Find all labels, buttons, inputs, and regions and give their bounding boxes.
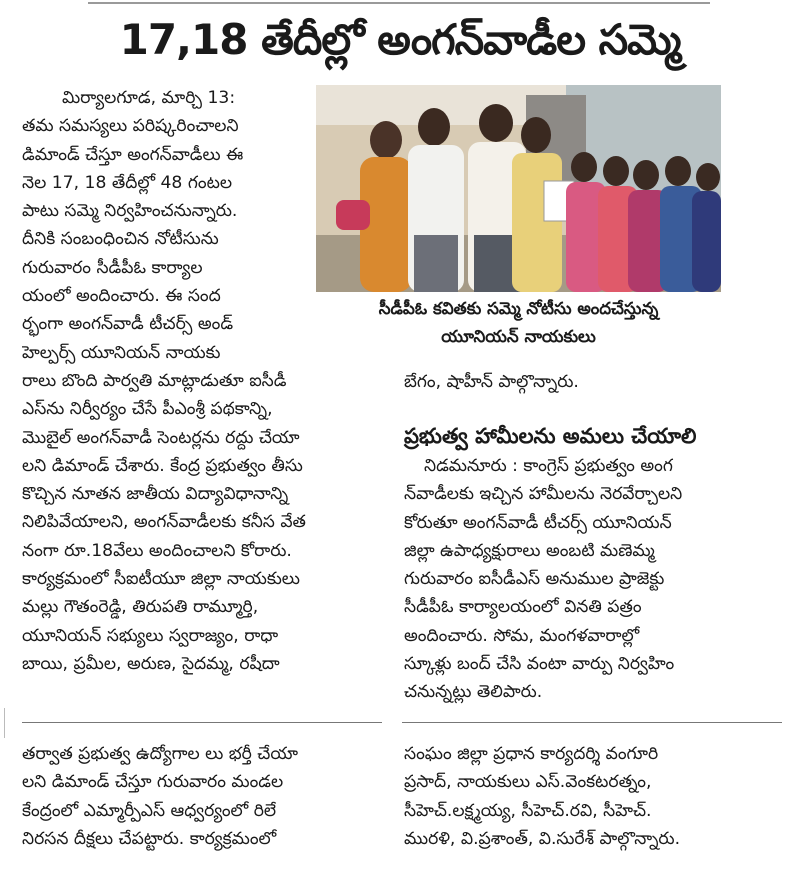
text-line: గురువారం సీడీపీఓ కార్యాల [22,257,203,278]
section-divider-left [22,722,382,723]
text-line: అందించారు. సోమ, మంగళవారాల్లో [404,625,640,646]
caption-line: యూనియన్ నాయకులు [441,326,596,346]
text-line: తర్వాత ప్రభుత్వ ఉద్యోగాల లు భర్తీ చేయా [22,744,298,764]
text-line: ర్భంగా అంగన్‌వాడీ టీచర్స్ అండ్ [22,314,234,335]
text-line: ఎస్‌ను నిర్వీర్యం చేసే పీఎంశ్రీ పథకాన్ని, [22,399,273,420]
column-divider [4,708,5,738]
news-photo-illustration [316,85,721,292]
section-divider-right [402,722,782,723]
text-line: తమ సమస్యలు పరిష్కరించాలని [22,116,239,137]
text-line: దీనికి సంబంధించిన నోటీసును [22,229,219,250]
text-line: నంగా రూ.18వేలు అందించాలని కోరారు. [22,540,292,561]
text-line: కార్యక్రమంలో సీఐటీయూ జిల్లా నాయకులు [22,569,300,590]
news-photo [316,85,721,292]
right-column-continuation [404,368,782,396]
text-line: నెల 17, 18 తేదీల్లో 48 గంటల [22,172,233,193]
right-column-story [404,452,782,707]
text-line: మిర్యాలగూడ, మార్చి 13: [62,88,236,108]
text-line: స్కూళ్లు బంద్ చేసి వంటా వార్పు నిర్వహిం [404,654,675,675]
text-line: న్‌వాడీలకు ఇచ్చిన హామీలను నెరవేర్చాలని [404,484,683,505]
text-line: మల్లు గౌతంరెడ్డి, తిరుపతి రామ్మూర్తి, [22,597,259,618]
text-line: సంఘం జిల్లా ప్రధాన కార్యదర్శి వంగూరి [404,744,659,764]
text-line: కొచ్చిన నూతన జాతీయ విద్యావిధానాన్ని [22,484,289,505]
photo-caption [316,294,721,350]
bottom-left-column [22,740,394,853]
text-line: జిల్లా ఉపాధ్యక్షురాలు అంబటి మణెమ్మ [404,540,655,561]
text-line: హెల్పర్స్ యూనియన్ నాయకు [22,342,221,363]
subheadline: ప్రభుత్వ హామీలను అమలు చేయాలి [404,424,697,448]
text-line: యంలో అందించారు. ఈ సంద [22,286,221,307]
text-line: నిలిపివేయాలని, అంగన్‌వాడీలకు కనీస వేత [22,512,306,533]
text-line: కోరుతూ అంగన్‌వాడీ టీచర్స్ యూనియన్ [404,512,672,533]
text-line: చనున్నట్లు తెలిపారు. [404,682,543,703]
text-line: లని డిమాండ్ చేస్తూ గురువారం మండల [22,772,284,793]
text-line: మొబైల్ అంగన్‌వాడీ సెంటర్లను రద్దు చేయా [22,427,300,448]
bottom-right-column [404,740,784,853]
text-line: డిమాండ్ చేస్తూ అంగన్‌వాడీలు ఈ [22,144,244,165]
text-line: నిడమనూరు : కాంగ్రెస్ ప్రభుత్వం అంగ [424,456,673,476]
text-line: బేగం, షాహీన్ పాల్గొన్నారు. [404,372,579,392]
text-line: పాటు సమ్మె నిర్వహించనున్నారు. [22,201,238,222]
text-line: రాలు బొంది పార్వతి మాట్లాడుతూ ఐసీడీ [22,370,287,391]
text-line: యూనియన్ సభ్యులు స్వరాజ్యం, రాధా [22,625,279,646]
headline: 17,18 తేదీల్లో అంగన్‌వాడీల సమ్మె [119,15,681,64]
text-line: మురళి, వి.ప్రశాంత్, వి.సురేశ్ పాల్గొన్నారు. [404,828,681,849]
text-line: ప్రసాద్, నాయకులు ఎస్.వెంకటరత్నం, [404,772,652,793]
text-line: సీహెచ్.లక్ష్మయ్య, సీహెచ్.రవి, సీహెచ్. [404,800,652,821]
top-rule [88,2,710,4]
text-line: బాయి, ప్రమీల, అరుణ, సైదమ్మ, రషీదా [22,653,280,674]
text-line: నిరసన దీక్షలు చేపట్టారు. కార్యక్రమంలో [22,828,277,849]
text-line: కేంద్రంలో ఎమ్మార్పీఎస్ ఆధ్వర్యంలో రిలే [22,800,277,821]
text-line: సీడీపీఓ కార్యాలయంలో వినతి పత్రం [404,597,642,618]
text-line: గురువారం ఐసీడీఎస్ అనుముల ప్రాజెక్టు [404,569,665,590]
text-line: లని డిమాండ్ చేశారు. కేంద్ర ప్రభుత్వం తీసు [22,455,303,476]
caption-line: సీడీపీఓ కవితకు సమ్మె నోటీసు అందచేస్తున్న [378,298,659,318]
